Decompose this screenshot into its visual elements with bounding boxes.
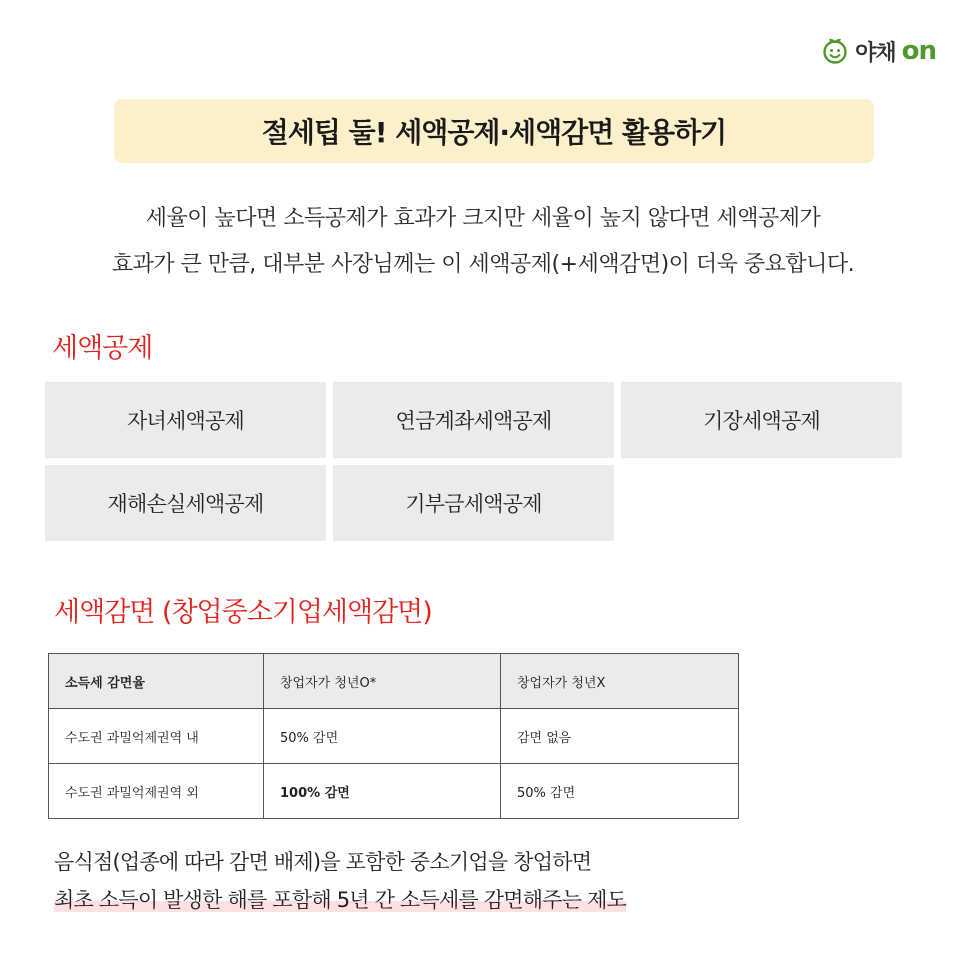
footer-note (54, 843, 626, 919)
table-cell: 50% 감면 (264, 709, 501, 764)
tax-credit-item: 연금계좌세액공제 (333, 382, 614, 458)
table-header-cell: 창업자가 청년O* (264, 654, 501, 709)
smiling-leaf-icon (821, 37, 849, 65)
brand-name-on: on (901, 36, 936, 66)
table-header-cell: 창업자가 청년X (501, 654, 739, 709)
footer-line-2-highlighted: 최초 소득이 발생한 해를 포함해 5년 간 소득세를 감면해주는 제도 (54, 888, 627, 912)
page-title: 절세팁 둘! 세액공제·세액감면 활용하기 (114, 99, 874, 163)
table-header-cell: 소득세 감면율 (49, 654, 264, 709)
table-row (49, 764, 739, 819)
table-cell: 수도권 과밀억제권역 외 (49, 764, 264, 819)
tax-reduction-heading: 세액감면 (창업중소기업세액감면) (54, 597, 432, 628)
brand-logo (821, 34, 936, 68)
table-cell: 50% 감면 (501, 764, 739, 819)
tax-credit-item: 기부금세액공제 (333, 465, 614, 541)
reduction-rate-table (48, 653, 739, 819)
brand-name-korean: 야채 (855, 40, 896, 66)
tax-credit-heading: 세액공제 (52, 333, 153, 364)
intro-line-1: 세율이 높다면 소득공제가 효과가 크지만 세율이 높지 않다면 세액공제가 (145, 206, 821, 231)
intro-text (0, 196, 966, 288)
intro-line-2: 효과가 큰 만큼, 대부분 사장님께는 이 세액공제(+세액감면)이 더욱 중요합니다. (111, 252, 855, 277)
tax-credit-item: 자녀세액공제 (45, 382, 326, 458)
table-cell: 100% 감면 (264, 764, 501, 819)
tax-credit-item: 재해손실세액공제 (45, 465, 326, 541)
table-cell: 수도권 과밀억제권역 내 (49, 709, 264, 764)
table-cell: 감면 없음 (501, 709, 739, 764)
tax-credit-item: 기장세액공제 (621, 382, 902, 458)
table-header-row (49, 654, 739, 709)
table-row (49, 709, 739, 764)
footer-line-1: 음식점(업종에 따라 감면 배제)을 포함한 중소기업을 창업하면 (54, 850, 592, 874)
